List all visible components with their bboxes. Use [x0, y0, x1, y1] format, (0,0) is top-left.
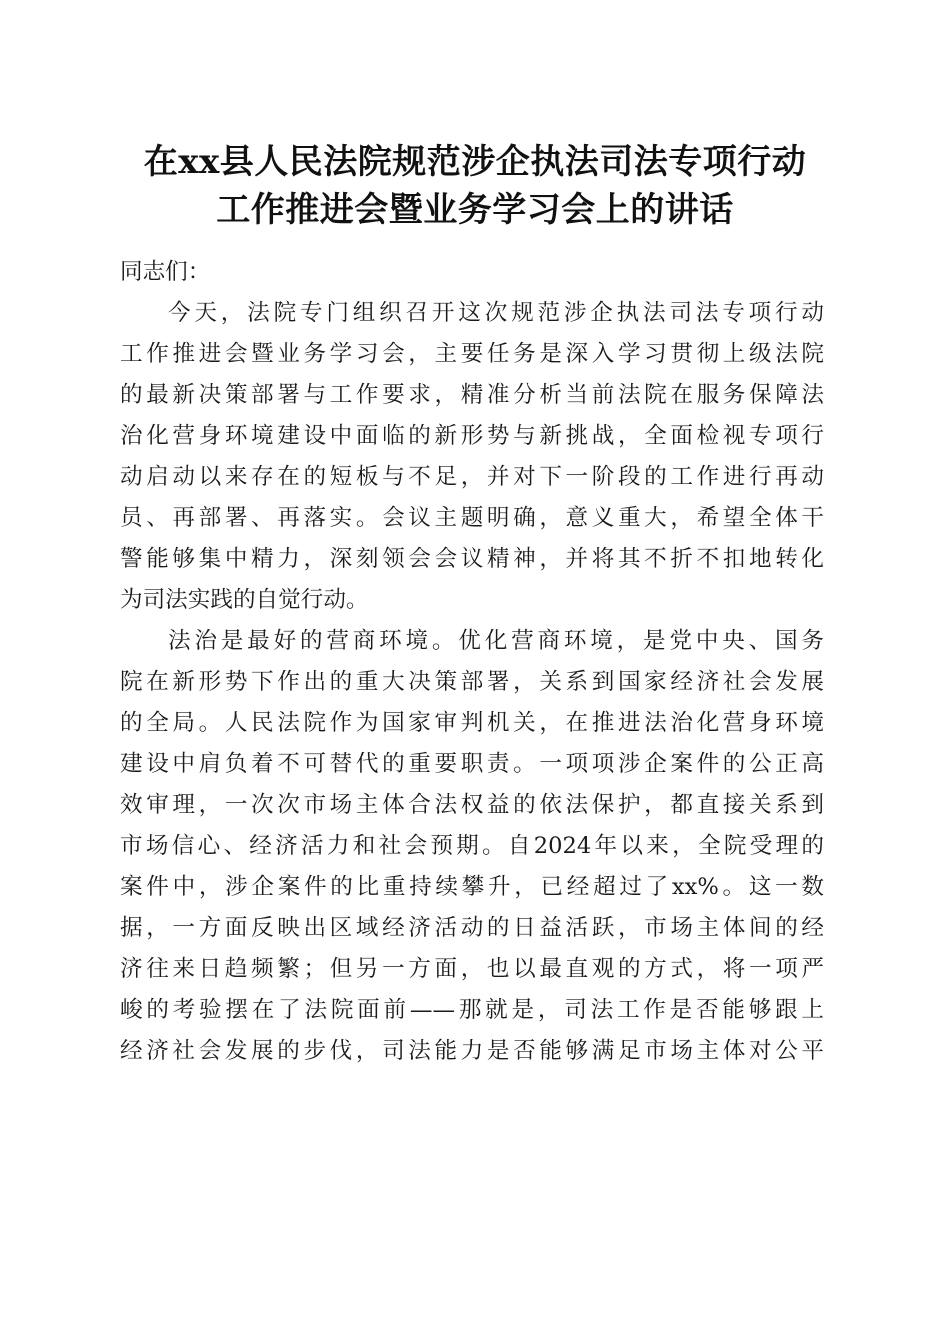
paragraph-line: 员、再部署、再落实。会议主题明确，意义重大，希望全体干 — [120, 505, 824, 531]
paragraph-line: 济往来日趋频繁；但另一方面，也以最直观的方式，将一项严 — [120, 956, 824, 982]
document-body — [120, 252, 824, 1072]
paragraph-line: 经济社会发展的步伐，司法能力是否能够满足市场主体对公平 — [120, 1038, 824, 1064]
paragraph-line: 治化营身环境建设中面临的新形势与新挑战，全面检视专项行 — [120, 423, 824, 449]
paragraph-2 — [120, 621, 824, 1072]
salutation: 同志们： — [120, 259, 211, 285]
paragraph-line: 的全局。人民法院作为国家审判机关，在推进法治化营身环境 — [120, 710, 824, 736]
paragraph-line: 效审理，一次次市场主体合法权益的依法保护，都直接关系到 — [120, 792, 824, 818]
paragraph-line: 今天，法院专门组织召开这次规范涉企执法司法专项行动 — [168, 300, 824, 326]
paragraph-line: 工作推进会暨业务学习会，主要任务是深入学习贯彻上级法院 — [120, 341, 824, 367]
paragraph-line: 警能够集中精力，深刻领会会议精神，并将其不折不扣地转化 — [120, 546, 824, 572]
paragraph-1 — [120, 293, 824, 621]
title-line-2: 工作推进会暨业务学习会上的讲话 — [216, 190, 734, 230]
paragraph-line: 的最新决策部署与工作要求，精准分析当前法院在服务保障法 — [120, 382, 824, 408]
paragraph-line: 市场信心、经济活力和社会预期。自2024年以来，全院受理的 — [120, 833, 824, 859]
document-title — [110, 138, 840, 234]
paragraph-line: 据，一方面反映出区域经济活动的日益活跃，市场主体间的经 — [120, 915, 824, 941]
paragraph-line: 建设中肩负着不可替代的重要职责。一项项涉企案件的公正高 — [120, 751, 824, 777]
paragraph-line: 案件中，涉企案件的比重持续攀升，已经超过了xx%。这一数 — [120, 874, 824, 900]
paragraph-line: 峻的考验摆在了法院面前——那就是，司法工作是否能够跟上 — [120, 997, 824, 1023]
title-line-1: 在xx县人民法院规范涉企执法司法专项行动 — [143, 142, 807, 182]
paragraph-line: 院在新形势下作出的重大决策部署，关系到国家经济社会发展 — [120, 669, 824, 695]
paragraph-line: 为司法实践的自觉行动。 — [120, 587, 369, 613]
paragraph-line: 法治是最好的营商环境。优化营商环境，是党中央、国务 — [168, 628, 824, 654]
paragraph-line: 动启动以来存在的短板与不足，并对下一阶段的工作进行再动 — [120, 464, 824, 490]
